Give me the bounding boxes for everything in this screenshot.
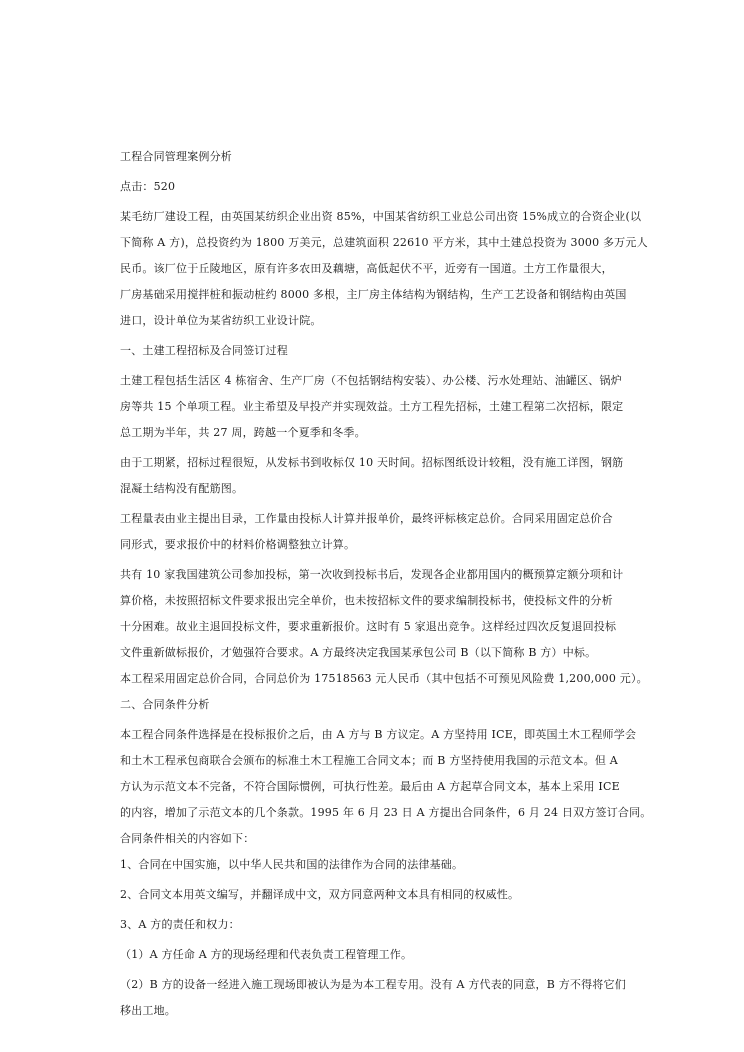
text-line: 总工期为半年，共 27 周，跨越一个夏季和冬季。: [120, 426, 366, 439]
text-line: 同形式，要求报价中的材料价格调整独立计算。: [120, 538, 356, 551]
text-line: 的内容，增加了示范文本的几个条款。1995 年 6 月 23 日 A 方提出合同条件，6 月 24 日双方签订合同。: [120, 806, 652, 819]
text-line: 文件重新做标报价，才勉强符合要求。A 方最终决定我国某承包公司 B（以下简称 B 方）中标。: [120, 646, 597, 659]
click-count: 点击：520: [120, 180, 176, 193]
list-item: 2、合同文本用英文编写，并翻译成中文，双方同意两种文本具有相同的权威性。: [120, 888, 520, 901]
text-line: 方认为示范文本不完备，不符合国际惯例，可执行性差。最后由 A 方起草合同文本，基本上采用 ICE: [120, 780, 620, 793]
text-line: 由于工期紧，招标过程很短，从发标书到收标仅 10 天时间。招标图纸设计较粗，没有施工详图，钢筋: [120, 456, 624, 469]
text-line: 工程量表由业主提出目录，工作量由投标人计算并报单价，最终评标核定总价。合同采用固定总价合: [120, 512, 613, 525]
text-line: 进口，设计单位为某省纺织工业设计院。: [120, 314, 322, 327]
text-line: 下简称 A 方)，总投资约为 1800 万美元，总建筑面积 22610 平方米，其中土建总投资为 3000 多万元人: [120, 236, 648, 249]
paragraph-schedule: [120, 450, 632, 502]
document-title: 工程合同管理案例分析: [120, 150, 232, 163]
section-heading-1: 一、土建工程招标及合同签订过程: [120, 344, 288, 357]
text-line: 和土木工程承包商联合会颁布的标准土木工程施工合同文本；而 B 方坚持使用我国的示范文本。但 A: [120, 754, 618, 767]
paragraph-equipment: [120, 972, 632, 1024]
document-page: [120, 144, 652, 1024]
text-line: 混凝土结构没有配筋图。: [120, 482, 244, 495]
text-line: 共有 10 家我国建筑公司参加投标，第一次收到投标书后，发现各企业都用国内的概预算定额分项和计: [120, 568, 624, 581]
paragraph-intro: [120, 204, 648, 334]
text-line: 某毛纺厂建设工程，由英国某纺织企业出资 85%，中国某省纺织工业总公司出资 15%成立的合资企业(以: [120, 210, 642, 223]
paragraph-bill-of-quantities: [120, 506, 632, 558]
text-line: 土建工程包括生活区 4 栋宿舍、生产厂房（不包括钢结构安装）、办公楼、污水处理站、油罐区、锅炉: [120, 374, 622, 387]
paragraph-scope: [120, 368, 632, 446]
paragraph-contract-conditions: [120, 722, 652, 852]
list-item: 1、合同在中国实施，以中华人民共和国的法律作为合同的法律基础。: [120, 858, 464, 871]
text-line: （2）B 方的设备一经进入施工现场即被认为是为本工程专用。没有 A 方代表的同意，B 方不得将它们: [120, 978, 626, 991]
section-heading-2: 二、合同条件分析: [120, 698, 210, 711]
paragraph-contract-price: 本工程采用固定总价合同，合同总价为 17518563 元人民币（其中包括不可预见风险费 1,200,000 元）。: [120, 672, 648, 685]
list-item: 3、A 方的责任和权力：: [120, 918, 240, 931]
text-line: 房等共 15 个单项工程。业主希望及早投产并实现效益。土方工程先招标，土建工程第二次招标，限定: [120, 400, 624, 413]
paragraph-bidding: [120, 562, 632, 666]
text-line: 十分困难。故业主退回投标文件，要求重新报价。这时有 5 家退出竞争。这样经过四次反复退回投标: [120, 620, 617, 633]
list-item: （1）A 方任命 A 方的现场经理和代表负责工程管理工作。: [120, 948, 413, 961]
text-line: 本工程合同条件选择是在投标报价之后，由 A 方与 B 方议定。A 方坚持用 ICE，即英国土木工程师学会: [120, 728, 637, 741]
text-line: 算价格，未按照招标文件要求报出完全单价，也未按招标文件的要求编制投标书，使投标文件的分析: [120, 594, 613, 607]
text-line: 合同条件相关的内容如下：: [120, 832, 255, 845]
text-line: 移出工地。: [120, 1004, 176, 1017]
text-line: 厂房基础采用搅拌桩和振动桩约 8000 多根，主厂房主体结构为钢结构，生产工艺设备和钢结构由英国: [120, 288, 627, 301]
text-line: 民币。该厂位于丘陵地区，原有许多农田及藕塘，高低起伏不平，近旁有一国道。土方工作量很大，: [120, 262, 613, 275]
